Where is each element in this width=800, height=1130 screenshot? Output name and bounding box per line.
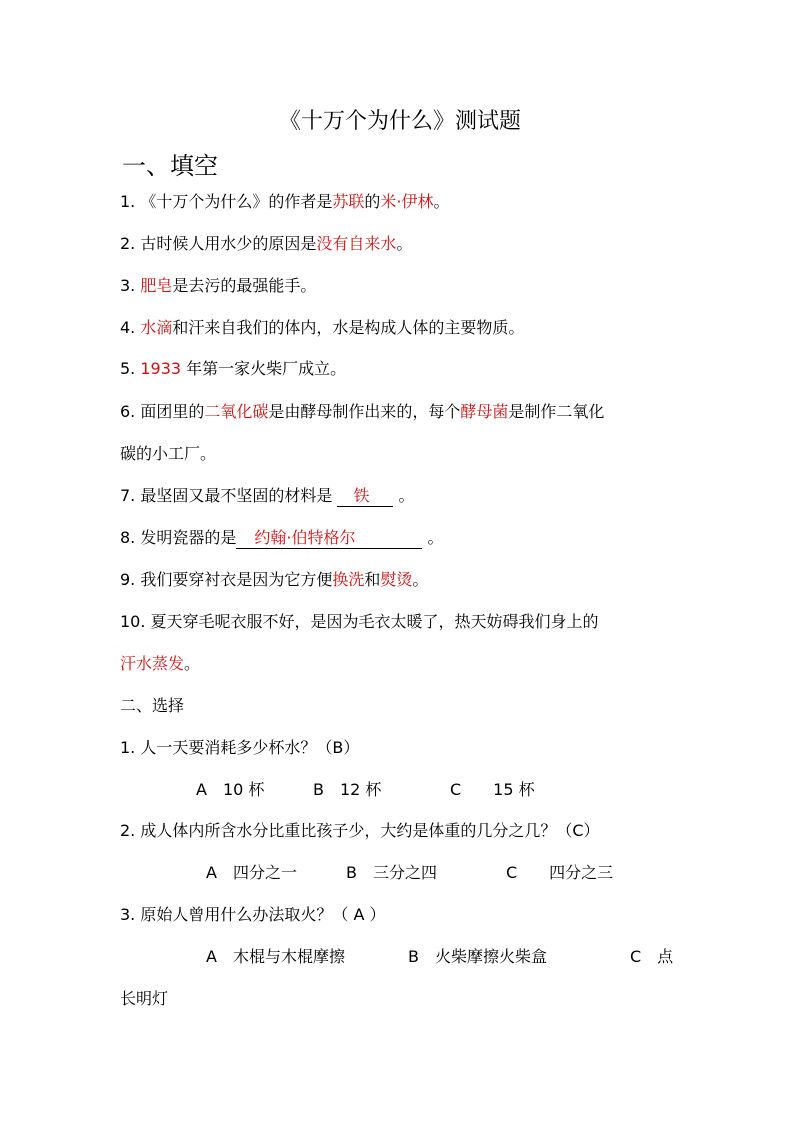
choice-question-1: 1. 人一天要消耗多少杯水？（B） [120, 738, 360, 757]
answer-blank-8: 约翰·伯特格尔 [236, 528, 422, 549]
question-6-continued: 碳的小工厂。 [120, 444, 217, 463]
choice-question-2: 2. 成人体内所含水分比重比孩子少，大约是体重的几分之几？（C） [120, 821, 600, 840]
section-heading-fill: 一、填空 [122, 152, 218, 180]
question-9: 9. 我们要穿衬衣是因为它方便换洗和熨烫。 [120, 570, 429, 589]
question-6: 6. 面团里的二氧化碳是由酵母制作出来的，每个酵母菌是制作二氧化 [120, 402, 605, 421]
question-7: 7. 最坚固又最不坚固的材料是 铁 。 [120, 486, 415, 505]
section-heading-choice: 二、选择 [120, 696, 185, 715]
choice-1-option-b: B 12 杯 [313, 780, 382, 799]
choice-1-option-c: C 15 杯 [450, 780, 535, 799]
question-2: 2. 古时候人用水少的原因是没有自来水。 [120, 234, 413, 253]
answer-blank-7: 铁 [337, 486, 393, 507]
choice-1-option-a: A 10 杯 [196, 780, 265, 799]
question-4: 4. 水滴和汗来自我们的体内，水是构成人体的主要物质。 [120, 318, 525, 337]
choice-3-option-b: B 火柴摩擦火柴盒 [408, 947, 547, 966]
question-10: 10. 夏天穿毛呢衣服不好，是因为毛衣太暖了，热天妨碍我们身上的 [120, 612, 599, 631]
question-10-continued: 汗水蒸发。 [120, 654, 201, 673]
question-8: 8. 发明瓷器的是 约翰·伯特格尔 。 [120, 528, 444, 547]
document-title: 《十万个为什么》测试题 [278, 109, 521, 134]
question-3: 3. 肥皂是去污的最强能手。 [120, 276, 317, 295]
question-1: 1. 《十万个为什么》的作者是苏联的米·伊林。 [120, 192, 450, 211]
question-5: 5. 1933 年第一家火柴厂成立。 [120, 359, 347, 378]
choice-2-option-b: B 三分之四 [346, 863, 437, 882]
choice-2-option-a: A 四分之一 [206, 863, 297, 882]
choice-3-option-c-continued: 长明灯 [120, 989, 169, 1008]
choice-3-option-c: C 点 [630, 947, 674, 966]
choice-2-option-c: C 四分之三 [506, 863, 614, 882]
choice-question-3: 3. 原始人曾用什么办法取火？（ A ） [120, 905, 386, 924]
choice-3-option-a: A 木棍与木棍摩擦 [206, 947, 345, 966]
